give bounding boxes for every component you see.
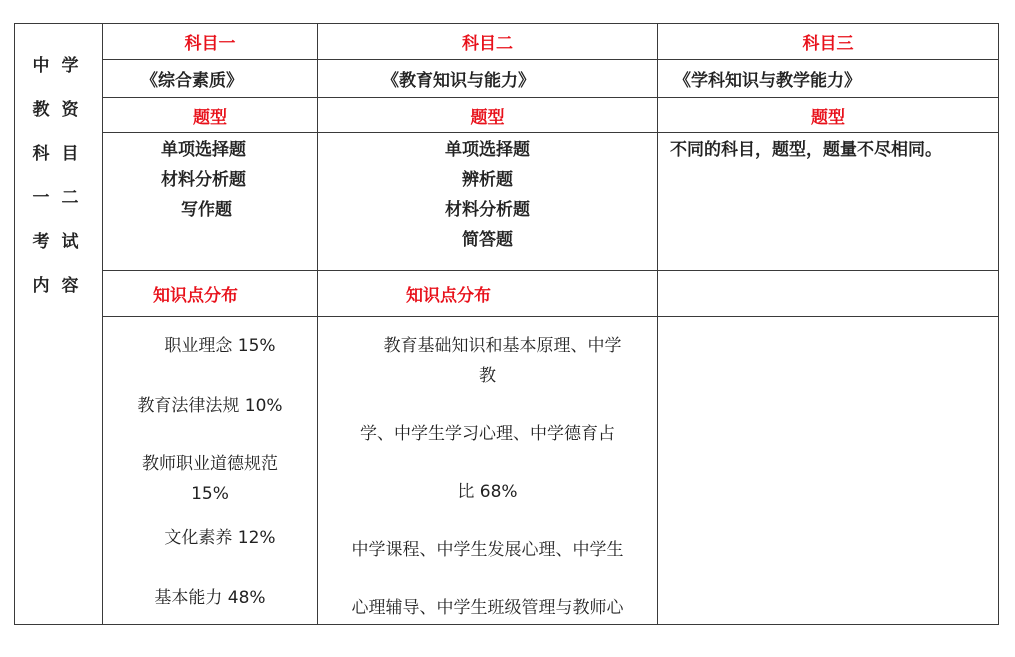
dist-item: 职业理念 15%	[164, 336, 276, 356]
subject-title-row	[15, 60, 999, 98]
type-item: 材料分析题	[445, 200, 530, 220]
subject-2-type-label: 题型	[318, 98, 658, 133]
dist-line: 中学课程、中学生发展心理、中学生	[351, 540, 624, 560]
subject-2-header: 科目二	[318, 24, 658, 60]
distribution-row	[15, 317, 999, 625]
subject-2-distribution	[318, 317, 658, 625]
dist-line: 学、中学生学习心理、中学德育占	[360, 424, 615, 444]
subject-2-title: 《教育知识与能力》	[318, 60, 658, 98]
subject-3-dist-label-empty	[658, 271, 999, 317]
subject-3-types-note: 不同的科目，题型，题量不尽相同。	[658, 133, 999, 271]
dist-line: 教	[479, 366, 496, 386]
dist-item: 文化素养 12%	[164, 528, 276, 548]
type-label-row	[15, 98, 999, 133]
side-label	[15, 44, 102, 308]
side-label-line: 考试	[32, 232, 91, 252]
side-label-line: 教资	[32, 100, 91, 120]
subject-3-distribution-empty	[658, 317, 999, 625]
side-label-line: 内容	[32, 276, 91, 296]
type-item: 单项选择题	[445, 140, 530, 160]
side-label-line: 科目	[32, 144, 91, 164]
subject-1-type-label: 题型	[103, 98, 318, 133]
type-item: 写作题	[181, 200, 232, 220]
dist-line: 教育基础知识和基本原理、中学	[383, 336, 622, 356]
distribution-label-row	[15, 271, 999, 317]
side-label-cell	[15, 24, 103, 625]
dist-item: 基本能力 48%	[154, 588, 266, 608]
subject-1-dist-label: 知识点分布	[103, 271, 318, 317]
type-item: 材料分析题	[161, 170, 246, 190]
dist-line: 比 68%	[457, 482, 518, 502]
subject-header-row	[15, 24, 999, 60]
subject-3-header: 科目三	[658, 24, 999, 60]
type-item: 单项选择题	[161, 140, 246, 160]
dist-line: 心理辅导、中学生班级管理与教师心	[351, 598, 624, 618]
dist-item: 15%	[191, 484, 229, 504]
dist-item: 教师职业道德规范	[142, 454, 278, 474]
subject-3-title: 《学科知识与教学能力》	[658, 60, 999, 98]
side-label-line: 中学	[32, 56, 91, 76]
subject-1-distribution	[103, 317, 318, 625]
dist-item: 教育法律法规 10%	[137, 396, 283, 416]
side-label-line: 一二	[32, 188, 91, 208]
type-item: 简答题	[462, 230, 513, 250]
subject-1-header: 科目一	[103, 24, 318, 60]
subject-2-types	[318, 133, 658, 271]
subject-3-type-label: 题型	[658, 98, 999, 133]
exam-content-table	[14, 23, 999, 625]
subject-2-dist-label: 知识点分布	[318, 271, 658, 317]
type-item: 辨析题	[462, 170, 513, 190]
types-row	[15, 133, 999, 271]
subject-1-types	[103, 133, 318, 271]
subject-1-title: 《综合素质》	[103, 60, 318, 98]
